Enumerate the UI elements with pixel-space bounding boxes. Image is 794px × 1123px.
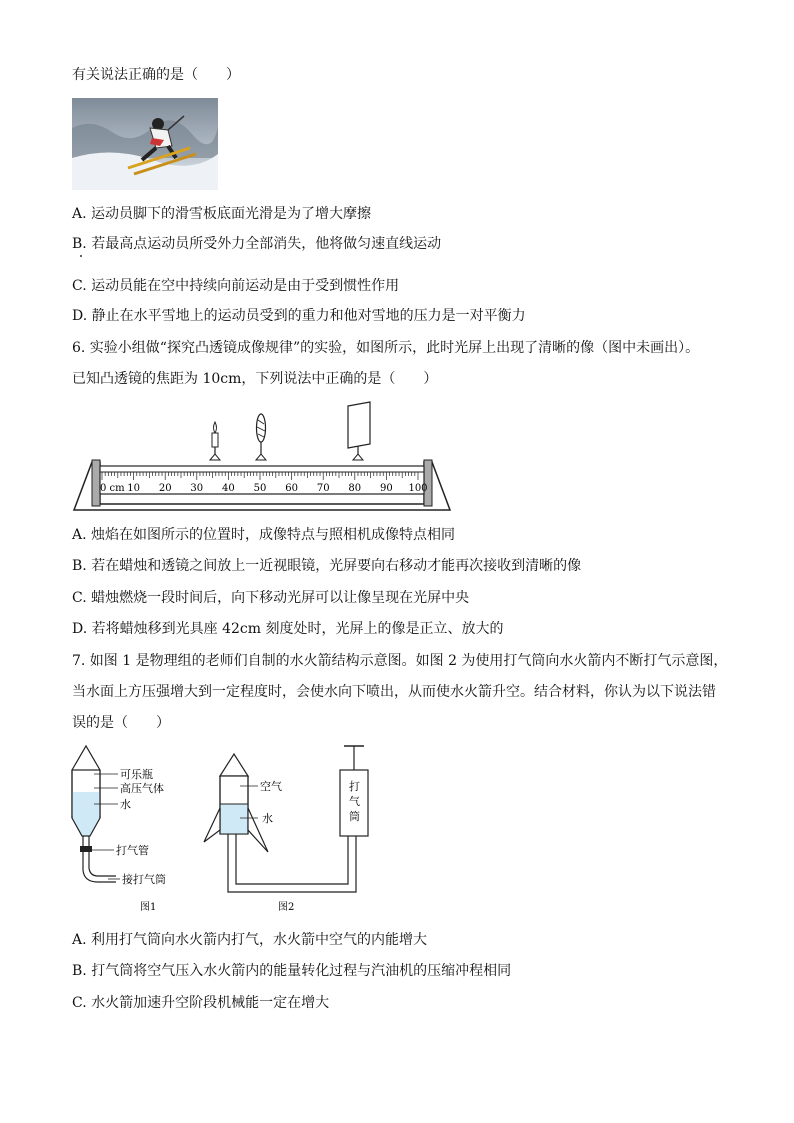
optical-bench-figure bbox=[72, 400, 462, 515]
q6-stem-line2: 已知凸透镜的焦距为 10cm，下列说法中正确的是（ ） bbox=[72, 371, 438, 387]
convex-lens bbox=[256, 414, 266, 460]
q6-option-c: C. 蜡烛燃烧一段时间后，向下移动光屏可以让像呈现在光屏中央 bbox=[72, 590, 470, 606]
stray-dot bbox=[80, 255, 82, 257]
fig2-caption: 图2 bbox=[278, 902, 295, 913]
fig2-pump-label-tong: 筒 bbox=[349, 810, 360, 823]
q5-option-d: D. 静止在水平雪地上的运动员受到的重力和他对雪地的压力是一对平衡力 bbox=[72, 308, 526, 324]
q7-option-a: A. 利用打气筒向水火箭内打气，水火箭中空气的内能增大 bbox=[72, 932, 428, 948]
fig1-label-to-pump: 接打气筒 bbox=[122, 873, 166, 886]
ruler-tick-label: 30 bbox=[190, 483, 204, 494]
figure-1-bottle bbox=[72, 746, 166, 913]
q7-stem-line3: 误的是（ ） bbox=[72, 715, 170, 731]
fig1-caption: 图1 bbox=[140, 902, 157, 913]
ruler-tick-label: 80 bbox=[348, 483, 362, 494]
q6-option-a: A. 烛焰在如图所示的位置时，成像特点与照相机成像特点相同 bbox=[72, 527, 456, 543]
ruler-tick-label: 10 bbox=[127, 483, 140, 494]
ruler-tick-label: 60 bbox=[285, 483, 298, 494]
q7-option-b: B. 打气筒将空气压入水火箭内的能量转化过程与汽油机的压缩冲程相同 bbox=[72, 963, 512, 979]
q5-option-a: A. 运动员脚下的滑雪板底面光滑是为了增大摩擦 bbox=[72, 206, 372, 222]
candle bbox=[210, 422, 220, 460]
ruler-tick-label: 20 bbox=[158, 483, 172, 494]
fig1-label-inflation-tube: 打气管 bbox=[116, 844, 149, 857]
q7-option-c: C. 水火箭加速升空阶段机械能一定在增大 bbox=[72, 995, 330, 1011]
fig2-label-water: 水 bbox=[262, 812, 273, 825]
q6-stem-line1: 6. 实验小组做“探究凸透镜成像规律”的实验，如图所示，此时光屏上出现了清晰的像（图中未画出）。 bbox=[72, 340, 700, 356]
skier-photo bbox=[72, 98, 218, 190]
fig1-label-high-pressure-gas: 高压气体 bbox=[120, 782, 164, 795]
q5-option-b: B. 若最高点运动员所受外力全部消失，他将做匀速直线运动 bbox=[72, 236, 442, 252]
ruler-tick-label: 50 bbox=[253, 483, 267, 494]
ruler-tick-label: 0 cm bbox=[100, 483, 125, 494]
ruler-tick-label: 90 bbox=[380, 483, 393, 494]
fig2-pump-label-da: 打 bbox=[349, 780, 360, 793]
fig2-pump-label-qi: 气 bbox=[349, 795, 360, 808]
light-screen bbox=[348, 402, 370, 460]
q5-option-c: C. 运动员能在空中持续向前运动是由于受到惯性作用 bbox=[72, 278, 400, 294]
ruler-tick-label: 40 bbox=[222, 483, 235, 494]
q6-option-b: B. 若在蜡烛和透镜之间放上一近视眼镜，光屏要向右移动才能再次接收到清晰的像 bbox=[72, 558, 582, 574]
figure-2-rocket-and-pump bbox=[204, 746, 368, 913]
ruler-tick-label: 70 bbox=[316, 483, 330, 494]
fig1-label-cola-bottle: 可乐瓶 bbox=[120, 768, 153, 781]
fig1-label-water: 水 bbox=[120, 798, 131, 811]
q6-option-d: D. 若将蜡烛移到光具座 42cm 刻度处时，光屏上的像是正立、放大的 bbox=[72, 621, 504, 637]
ruler-tick-label: 100 bbox=[408, 483, 428, 494]
water-rocket-figures bbox=[68, 742, 388, 918]
q5-stem: 有关说法正确的是（ ） bbox=[72, 67, 240, 83]
q7-stem-line2: 当水面上方压强增大到一定程度时，会使水向下喷出，从而使水火箭升空。结合材料，你认为以下说法错 bbox=[72, 684, 716, 700]
q7-stem-line1: 7. 如图 1 是物理组的老师们自制的水火箭结构示意图。如图 2 为使用打气筒向水火箭内不断打气示意图， bbox=[72, 653, 728, 669]
fig2-label-air: 空气 bbox=[260, 780, 282, 793]
